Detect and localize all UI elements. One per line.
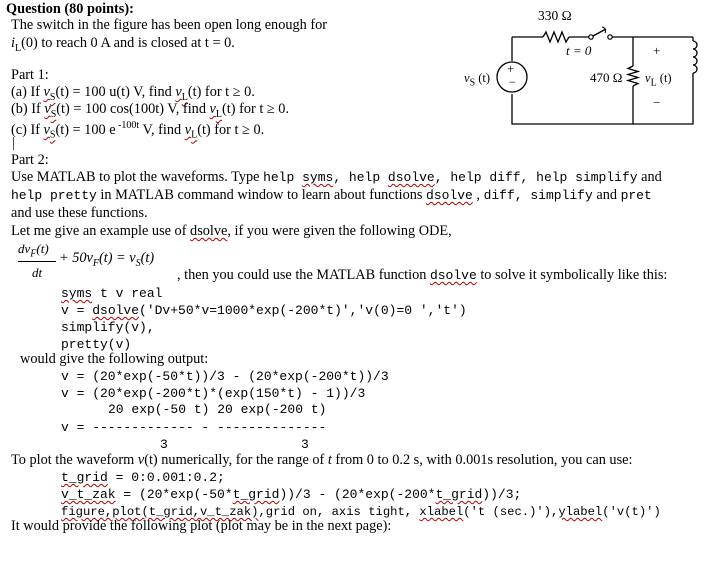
l1-code3: , help diff, help simplify bbox=[434, 170, 638, 185]
l1-code1: help bbox=[263, 170, 303, 185]
output-line-4: v = ------------- - -------------- bbox=[61, 420, 327, 435]
b-post: (t) for t ≥ 0. bbox=[222, 101, 290, 117]
output-line-1: v = (20*exp(-50*t))/3 - (20*exp(-200*t))/3 bbox=[61, 369, 389, 384]
code2-a: v = bbox=[61, 303, 93, 318]
ode-rest bbox=[59, 249, 154, 273]
then-dsolve: dsolve bbox=[429, 268, 477, 283]
l4-dsolve: dsolve bbox=[190, 223, 228, 239]
c2-b: ))/3 - (20*exp(-200* bbox=[279, 487, 436, 502]
inductor-symbol bbox=[693, 41, 697, 73]
vl-sub: L bbox=[650, 77, 657, 89]
plot-code-1 bbox=[61, 469, 225, 487]
resistor-330-symbol bbox=[543, 32, 569, 42]
ode-num-arg: (t) bbox=[36, 241, 49, 256]
text-cursor: | bbox=[12, 135, 15, 151]
vl-minus: − bbox=[653, 95, 661, 110]
output-line-3: 20 exp(-50 t) 20 exp(-200 t) bbox=[108, 402, 327, 417]
output-denominator-1: 3 bbox=[160, 437, 168, 452]
c-vl: v bbox=[184, 121, 192, 138]
c-mid: (t) = 100 e bbox=[55, 121, 116, 138]
source-minus: − bbox=[509, 75, 516, 89]
l2-pret: pret bbox=[620, 188, 652, 203]
vl-plus: + bbox=[653, 43, 661, 58]
vl-v: v bbox=[645, 71, 651, 85]
c3-plot: figure,plot(t_grid,v_t_zak) bbox=[61, 505, 259, 519]
code1-syms: syms bbox=[61, 286, 93, 301]
c-post: (t) for t ≥ 0. bbox=[197, 121, 265, 138]
a-vs: v bbox=[43, 84, 50, 100]
c-mid2: V, find bbox=[139, 121, 185, 138]
l2-comma: , bbox=[472, 187, 484, 203]
l1-and: and bbox=[637, 169, 662, 185]
ode-rest-1: + 50v bbox=[59, 250, 93, 266]
ode-rest-sub2: S bbox=[135, 257, 141, 269]
part2-line-4 bbox=[11, 222, 452, 240]
l2-code: help pretty bbox=[11, 188, 97, 203]
code-line-1 bbox=[61, 285, 162, 303]
b-vs: v bbox=[44, 101, 51, 117]
c2-tgrid1: t_grid bbox=[232, 487, 280, 502]
l4-b: , if you were given the following ODE, bbox=[227, 223, 452, 239]
switch-contact-left bbox=[589, 35, 593, 39]
c3-a: ,grid on, axis tight, bbox=[258, 505, 420, 519]
part2-line-1 bbox=[11, 168, 662, 187]
a-post: (t) for t ≥ 0. bbox=[187, 84, 255, 100]
intro-line-2-text: (0) to reach 0 A and is closed at t = 0. bbox=[21, 35, 235, 51]
question-title: Question (80 points): bbox=[6, 1, 134, 17]
il-subscript: L bbox=[14, 42, 22, 54]
ode-fraction bbox=[18, 240, 58, 280]
plot-b: (t) numerically, for the range of bbox=[144, 452, 328, 468]
il-symbol: i bbox=[11, 35, 15, 51]
c3-ylabel: ylabel bbox=[558, 505, 603, 519]
ode-rest-2: (t) = v bbox=[98, 250, 136, 266]
l1-syms: syms bbox=[302, 170, 334, 185]
c-vs: v bbox=[43, 121, 50, 138]
c-vl-sub: L bbox=[191, 129, 198, 141]
a-vs-sub: S bbox=[49, 91, 56, 103]
c1-tgrid: t_grid bbox=[61, 470, 108, 485]
b-vl: v bbox=[209, 101, 216, 117]
l4-a: Let me give an example use of bbox=[11, 223, 191, 239]
ode-denominator: dt bbox=[32, 265, 43, 280]
a-vl: v bbox=[175, 84, 182, 100]
c3-b: ('t (sec.)'), bbox=[463, 505, 559, 519]
code2-dsolve: dsolve bbox=[92, 303, 140, 318]
code-line-2 bbox=[61, 302, 467, 320]
code-line-4: pretty(v) bbox=[61, 337, 132, 352]
vl-arg: (t) bbox=[656, 71, 672, 85]
last-line: It would provide the following plot (plot may be in the next page): bbox=[11, 518, 392, 534]
plot-t: t bbox=[327, 452, 332, 468]
c2-a: = (20*exp(-50* bbox=[115, 487, 233, 502]
l1-code2: , help bbox=[333, 170, 388, 185]
c1-rest: = 0:0.001:0.2; bbox=[107, 470, 225, 485]
b-mid: (t) = 100 cos(100t) V, find bbox=[56, 101, 210, 117]
wire-top-right bbox=[612, 37, 633, 66]
ode-rest-3: (t) bbox=[140, 250, 155, 266]
circuit-diagram bbox=[455, 0, 710, 160]
c2-tgrid2: t_grid bbox=[435, 487, 483, 502]
l1-a: Use MATLAB to plot the waveforms. Type bbox=[11, 169, 264, 185]
source-arg: (t) bbox=[475, 71, 491, 85]
l2-a: in MATLAB command window to learn about functions bbox=[96, 187, 427, 203]
switch-contact-right bbox=[608, 35, 612, 39]
part2-line-2 bbox=[11, 186, 652, 205]
a-vl-sub: L bbox=[181, 91, 188, 103]
plot-v: v bbox=[137, 452, 145, 468]
a-mid: (t) = 100 u(t) V, find bbox=[55, 84, 176, 100]
b-vl-sub: L bbox=[215, 108, 223, 120]
then-a: , then you could use the MATLAB function bbox=[177, 267, 430, 283]
output-line-2: v = (20*exp(-200*t)*(exp(150*t) - 1))/3 bbox=[61, 386, 366, 401]
intro-line-2 bbox=[11, 34, 235, 58]
ode-num-sub: F bbox=[30, 248, 37, 260]
wire-bottom bbox=[512, 86, 633, 124]
switch-time-label: t = 0 bbox=[566, 43, 592, 58]
part2-line-3: and use these functions. bbox=[11, 205, 148, 221]
c2-c: ))/3; bbox=[482, 487, 522, 502]
b-pre: (b) If bbox=[11, 101, 45, 117]
output-denominator-2: 3 bbox=[301, 437, 309, 452]
plot-line bbox=[11, 451, 632, 469]
plot-a: To plot the waveform bbox=[11, 452, 138, 468]
resistor-470-label: 470 Ω bbox=[590, 70, 623, 85]
plot-code-2 bbox=[61, 486, 521, 504]
c3-xlabel: xlabel bbox=[419, 505, 464, 519]
source-label bbox=[464, 69, 490, 93]
would-line: would give the following output: bbox=[20, 351, 209, 367]
then-line bbox=[177, 266, 667, 285]
code2-b: ('Dv+50*v=1000*exp(-200*t)','v(0)=0 ','t') bbox=[139, 303, 467, 318]
l2-code2: diff, simplify bbox=[483, 188, 593, 203]
c-exp: -100t bbox=[115, 120, 140, 131]
source-sub: S bbox=[469, 77, 476, 89]
code1-rest: t v real bbox=[92, 286, 163, 301]
part1-heading: Part 1: bbox=[11, 67, 49, 83]
plot-c: from 0 to 0.2 s, with 0.001s resolution, you can use: bbox=[331, 452, 633, 468]
switch-blade bbox=[593, 29, 606, 36]
l1-dsolve: dsolve bbox=[387, 170, 435, 185]
c-pre: (c) If bbox=[11, 121, 44, 138]
source-plus: + bbox=[507, 61, 515, 76]
b-vs-sub: S bbox=[50, 108, 57, 120]
resistor-470-symbol bbox=[628, 66, 638, 86]
vl-label bbox=[645, 69, 672, 93]
part1-c bbox=[11, 117, 264, 145]
then-b: to solve it symbolically like this: bbox=[476, 267, 668, 283]
l2-and: and bbox=[592, 187, 621, 203]
part2-heading: Part 2: bbox=[11, 152, 49, 168]
intro-line-1: The switch in the figure has been open long enough for bbox=[11, 17, 328, 33]
source-v: v bbox=[464, 71, 470, 85]
fraction-bar bbox=[18, 261, 56, 262]
c3-c: ('v(t)') bbox=[602, 505, 661, 519]
ode-num: dv bbox=[18, 241, 31, 256]
code-line-3: simplify(v), bbox=[61, 320, 155, 335]
ode-rest-sub: F bbox=[92, 257, 99, 269]
resistor-330-label: 330 Ω bbox=[538, 8, 572, 23]
l2-dsolve: dsolve bbox=[426, 188, 473, 203]
c2-vtzak: v_t_zak bbox=[61, 487, 116, 502]
c-vs-sub: S bbox=[49, 129, 56, 141]
a-pre: (a) If bbox=[11, 84, 44, 100]
